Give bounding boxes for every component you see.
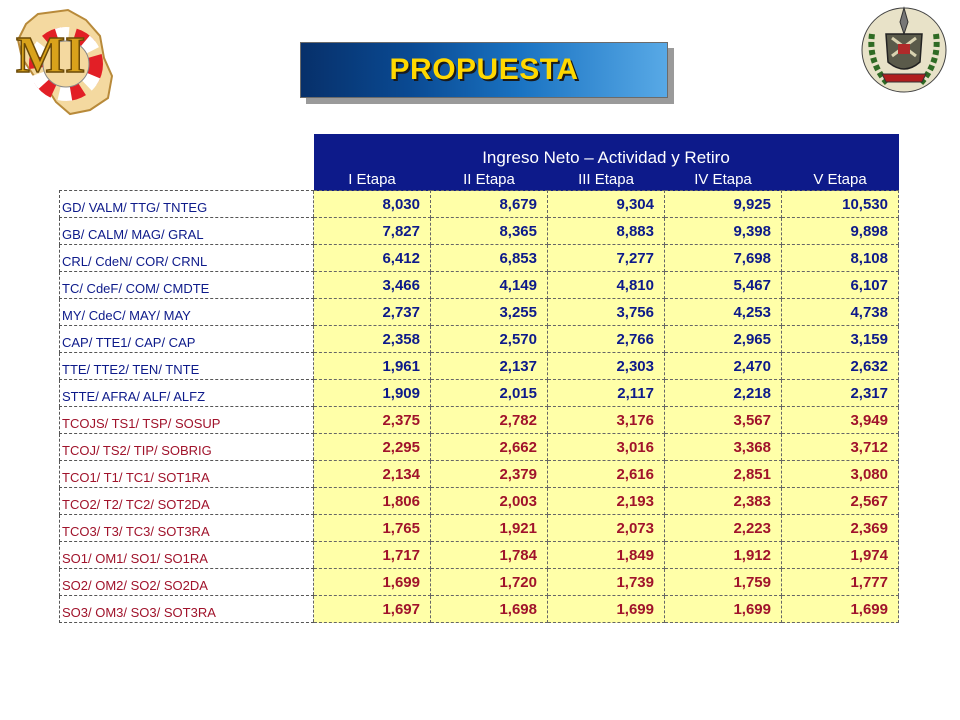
value-cell: 1,699 bbox=[782, 596, 899, 623]
table-row bbox=[60, 380, 899, 407]
value-cell: 3,080 bbox=[782, 461, 899, 488]
title-box bbox=[300, 42, 668, 98]
table-row bbox=[60, 488, 899, 515]
value-cell: 1,699 bbox=[548, 596, 665, 623]
row-label: TCO1/ T1/ TC1/ SOT1RA bbox=[60, 461, 314, 488]
value-cell: 1,806 bbox=[314, 488, 431, 515]
table-row bbox=[60, 515, 899, 542]
logo-letters: MI bbox=[16, 27, 86, 84]
row-label: SO2/ OM2/ SO2/ SO2DA bbox=[60, 569, 314, 596]
row-label: GD/ VALM/ TTG/ TNTEG bbox=[60, 191, 314, 218]
row-label: SO1/ OM1/ SO1/ SO1RA bbox=[60, 542, 314, 569]
value-cell: 3,368 bbox=[665, 434, 782, 461]
value-cell: 1,909 bbox=[314, 380, 431, 407]
value-cell: 2,295 bbox=[314, 434, 431, 461]
row-label: TTE/ TTE2/ TEN/ TNTE bbox=[60, 353, 314, 380]
value-cell: 1,912 bbox=[665, 542, 782, 569]
column-header: II Etapa bbox=[431, 168, 548, 191]
column-header: IV Etapa bbox=[665, 168, 782, 191]
value-cell: 10,530 bbox=[782, 191, 899, 218]
table-row bbox=[60, 407, 899, 434]
row-label: TCOJS/ TS1/ TSP/ SOSUP bbox=[60, 407, 314, 434]
row-label: CAP/ TTE1/ CAP/ CAP bbox=[60, 326, 314, 353]
value-cell: 3,949 bbox=[782, 407, 899, 434]
table-row bbox=[60, 299, 899, 326]
ministry-logo-icon bbox=[8, 6, 120, 118]
value-cell: 2,567 bbox=[782, 488, 899, 515]
row-label: STTE/ AFRA/ ALF/ ALFZ bbox=[60, 380, 314, 407]
value-cell: 2,117 bbox=[548, 380, 665, 407]
value-cell: 2,218 bbox=[665, 380, 782, 407]
value-cell: 8,030 bbox=[314, 191, 431, 218]
value-cell: 1,784 bbox=[431, 542, 548, 569]
table-row bbox=[60, 218, 899, 245]
value-cell: 1,699 bbox=[314, 569, 431, 596]
value-cell: 1,849 bbox=[548, 542, 665, 569]
value-cell: 1,974 bbox=[782, 542, 899, 569]
title-banner bbox=[300, 42, 668, 100]
value-cell: 3,756 bbox=[548, 299, 665, 326]
income-table bbox=[59, 134, 899, 623]
row-label: TCO3/ T3/ TC3/ SOT3RA bbox=[60, 515, 314, 542]
value-cell: 2,003 bbox=[431, 488, 548, 515]
value-cell: 2,737 bbox=[314, 299, 431, 326]
value-cell: 6,853 bbox=[431, 245, 548, 272]
value-cell: 7,277 bbox=[548, 245, 665, 272]
value-cell: 4,738 bbox=[782, 299, 899, 326]
value-cell: 2,193 bbox=[548, 488, 665, 515]
value-cell: 1,739 bbox=[548, 569, 665, 596]
value-cell: 2,137 bbox=[431, 353, 548, 380]
value-cell: 5,467 bbox=[665, 272, 782, 299]
value-cell: 4,253 bbox=[665, 299, 782, 326]
value-cell: 3,567 bbox=[665, 407, 782, 434]
value-cell: 4,149 bbox=[431, 272, 548, 299]
value-cell: 1,765 bbox=[314, 515, 431, 542]
value-cell: 1,961 bbox=[314, 353, 431, 380]
value-cell: 3,176 bbox=[548, 407, 665, 434]
table-row bbox=[60, 569, 899, 596]
value-cell: 2,662 bbox=[431, 434, 548, 461]
value-cell: 9,898 bbox=[782, 218, 899, 245]
table-row bbox=[60, 191, 899, 218]
value-cell: 3,159 bbox=[782, 326, 899, 353]
value-cell: 8,108 bbox=[782, 245, 899, 272]
value-cell: 2,375 bbox=[314, 407, 431, 434]
value-cell: 1,699 bbox=[665, 596, 782, 623]
value-cell: 1,717 bbox=[314, 542, 431, 569]
table-row bbox=[60, 461, 899, 488]
value-cell: 2,317 bbox=[782, 380, 899, 407]
value-cell: 1,698 bbox=[431, 596, 548, 623]
value-cell: 2,134 bbox=[314, 461, 431, 488]
value-cell: 9,398 bbox=[665, 218, 782, 245]
table-row bbox=[60, 353, 899, 380]
table-row bbox=[60, 434, 899, 461]
value-cell: 1,759 bbox=[665, 569, 782, 596]
row-label: SO3/ OM3/ SO3/ SOT3RA bbox=[60, 596, 314, 623]
value-cell: 1,921 bbox=[431, 515, 548, 542]
value-cell: 3,712 bbox=[782, 434, 899, 461]
table-corner bbox=[60, 134, 314, 191]
value-cell: 2,223 bbox=[665, 515, 782, 542]
value-cell: 2,766 bbox=[548, 326, 665, 353]
value-cell: 2,570 bbox=[431, 326, 548, 353]
row-label: CRL/ CdeN/ COR/ CRNL bbox=[60, 245, 314, 272]
value-cell: 3,466 bbox=[314, 272, 431, 299]
value-cell: 2,379 bbox=[431, 461, 548, 488]
military-emblem-icon bbox=[858, 4, 950, 96]
column-header: I Etapa bbox=[314, 168, 431, 191]
value-cell: 2,015 bbox=[431, 380, 548, 407]
table-row bbox=[60, 596, 899, 623]
value-cell: 3,016 bbox=[548, 434, 665, 461]
row-label: TC/ CdeF/ COM/ CMDTE bbox=[60, 272, 314, 299]
value-cell: 2,303 bbox=[548, 353, 665, 380]
value-cell: 7,698 bbox=[665, 245, 782, 272]
table-row bbox=[60, 542, 899, 569]
table-group-header-row bbox=[60, 134, 899, 168]
value-cell: 3,255 bbox=[431, 299, 548, 326]
value-cell: 2,383 bbox=[665, 488, 782, 515]
value-cell: 2,358 bbox=[314, 326, 431, 353]
value-cell: 1,777 bbox=[782, 569, 899, 596]
table-row bbox=[60, 272, 899, 299]
column-header: III Etapa bbox=[548, 168, 665, 191]
group-header: Ingreso Neto – Actividad y Retiro bbox=[314, 134, 899, 168]
value-cell: 2,632 bbox=[782, 353, 899, 380]
column-header: V Etapa bbox=[782, 168, 899, 191]
value-cell: 6,107 bbox=[782, 272, 899, 299]
value-cell: 2,616 bbox=[548, 461, 665, 488]
value-cell: 6,412 bbox=[314, 245, 431, 272]
row-label: GB/ CALM/ MAG/ GRAL bbox=[60, 218, 314, 245]
table-row bbox=[60, 245, 899, 272]
value-cell: 2,073 bbox=[548, 515, 665, 542]
value-cell: 9,925 bbox=[665, 191, 782, 218]
value-cell: 9,304 bbox=[548, 191, 665, 218]
row-label: TCO2/ T2/ TC2/ SOT2DA bbox=[60, 488, 314, 515]
row-label: MY/ CdeC/ MAY/ MAY bbox=[60, 299, 314, 326]
value-cell: 2,965 bbox=[665, 326, 782, 353]
value-cell: 2,851 bbox=[665, 461, 782, 488]
value-cell: 2,782 bbox=[431, 407, 548, 434]
table-body bbox=[60, 191, 899, 623]
page-title: PROPUESTA bbox=[389, 53, 579, 86]
row-label: TCOJ/ TS2/ TIP/ SOBRIG bbox=[60, 434, 314, 461]
value-cell: 2,470 bbox=[665, 353, 782, 380]
value-cell: 8,883 bbox=[548, 218, 665, 245]
value-cell: 7,827 bbox=[314, 218, 431, 245]
value-cell: 1,697 bbox=[314, 596, 431, 623]
value-cell: 1,720 bbox=[431, 569, 548, 596]
table-row bbox=[60, 326, 899, 353]
value-cell: 8,365 bbox=[431, 218, 548, 245]
value-cell: 2,369 bbox=[782, 515, 899, 542]
value-cell: 4,810 bbox=[548, 272, 665, 299]
value-cell: 8,679 bbox=[431, 191, 548, 218]
